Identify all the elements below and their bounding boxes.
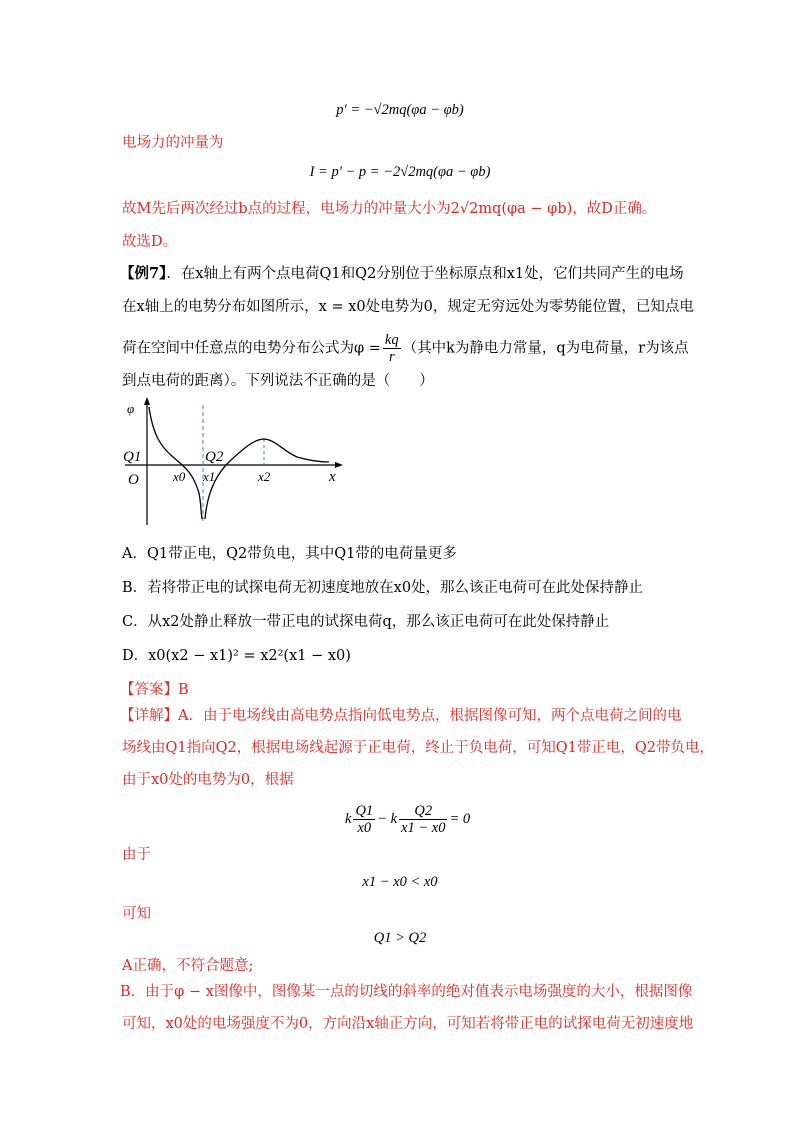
eq1-denominator-x1-x0: x1 − x0 (401, 820, 446, 836)
eq1-denominator-x0: x0 (357, 820, 372, 836)
impulse-heading: 电场力的冲量为 (122, 135, 224, 151)
eq1-numerator-q1: Q1 (355, 803, 374, 819)
a-correct-line: A正确，不符合题意; (122, 958, 254, 974)
q2-label: Q2 (205, 449, 224, 465)
formula-numerator: kq (384, 332, 399, 348)
potential-graph (115, 395, 350, 530)
option-d: D．x0(x2 − x1)² = x2²(x1 − x0) (122, 648, 351, 664)
b-analysis-line-2: 可知，x0处的电场强度不为0，方向沿x轴正方向，可知若将带正电的试探电荷无初速度地 (122, 1016, 694, 1032)
origin-label: O (128, 472, 139, 488)
equation-inequality: x1 − x0 < x0 (362, 874, 438, 890)
y-axis-arrow (144, 397, 150, 405)
eq1-equals-zero: = 0 (449, 810, 471, 827)
example-tag: 【例7】 (120, 265, 167, 282)
x-axis-label: x (329, 469, 336, 485)
since-label: 由于 (122, 847, 151, 863)
equation-potential-zero (345, 803, 470, 836)
eq1-k-coefficient: k (345, 810, 352, 827)
analysis-line-2: 场线由Q1指向Q2，根据电场线起源于正电荷，终止于负电荷，可知Q1带正电，Q2带负电， (122, 740, 714, 756)
example-stem-1-text: ．在x轴上有两个点电荷Q1和Q2分别位于坐标原点和x1处，它们共同产生的电场 (166, 266, 684, 282)
eq1-minus-k: − k (377, 810, 398, 827)
option-a: A．Q1带正电，Q2带负电，其中Q1带的电荷量更多 (122, 546, 457, 562)
x-axis-arrow (335, 462, 343, 468)
conclusion-line: 故M先后两次经过b点的过程，电场力的冲量大小为2√2mq(φa − φb)，故D正确。 (122, 201, 657, 217)
choose-d-line: 故选D。 (122, 234, 178, 250)
option-b: B．若将带正电的试探电荷无初速度地放在x0处，那么该正电荷可在此处保持静止 (122, 580, 644, 596)
example-stem-line-2: 在x轴上的电势分布如图所示，x = x0处电势为0，规定无穷远处为零势能位置，已知点电 (122, 299, 694, 315)
example-stem-3a: 荷在空间中任意点的电势分布公式为φ = (122, 340, 381, 357)
example-stem-3b: （其中k为静电力常量，q为电荷量，r为该点 (402, 340, 689, 357)
analysis-line-3: 由于x0处的电势为0，根据 (122, 772, 294, 788)
option-c: C．从x2处静止释放一带正电的试探电荷q，那么该正电荷可在此处保持静止 (122, 614, 610, 630)
known-label: 可知 (122, 906, 151, 922)
eq1-fraction-q2 (399, 803, 447, 836)
example-stem-line-3 (122, 332, 689, 365)
equation-impulse: I = p′ − p = −2√2mq(φa − φb) (309, 164, 491, 180)
q1-label: Q1 (123, 449, 142, 465)
example-stem-line-1 (120, 264, 684, 284)
x0-tick-label: x0 (173, 469, 186, 484)
eq1-fraction-q1 (353, 803, 375, 836)
y-axis-label: φ (127, 401, 135, 416)
equation-p-prime: p′ = −√2mq(φa − φb) (336, 102, 464, 118)
curve-left-branch (149, 407, 202, 519)
b-analysis-line-1: B．由于φ − x图像中，图像某一点的切线的斜率的绝对值表示电场强度的大小，根据图像 (120, 984, 693, 1000)
formula-denominator: r (388, 349, 395, 365)
answer-line: 【答案】B (120, 682, 189, 698)
analysis-line-1: 【详解】A．由于电场线由高电势点指向低电势点，根据图像可知，两个点电荷之间的电 (120, 708, 682, 724)
x2-tick-label: x2 (258, 469, 271, 484)
example-stem-line-4: 到点电荷的距离）。下列说法不正确的是（ ） (122, 373, 434, 389)
equation-charge-compare: Q1 > Q2 (373, 930, 427, 946)
x1-tick-label: x1 (203, 469, 216, 484)
potential-formula-fraction (383, 332, 401, 365)
eq1-numerator-q2: Q2 (399, 803, 447, 820)
